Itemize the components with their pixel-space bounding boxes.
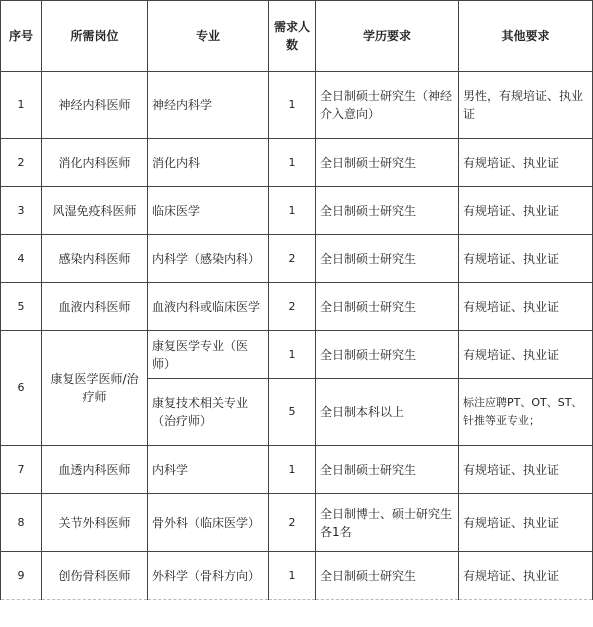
cell-other: 有规培证、执业证 bbox=[459, 446, 593, 494]
header-serial: 序号 bbox=[1, 1, 42, 72]
cell-post: 风湿免疫科医师 bbox=[42, 187, 148, 235]
table-row bbox=[1, 494, 593, 552]
cell-other: 有规培证、执业证 bbox=[459, 139, 593, 187]
cell-major: 康复技术相关专业（治疗师） bbox=[148, 379, 269, 446]
cell-post: 神经内科医师 bbox=[42, 72, 148, 139]
cell-post: 关节外科医师 bbox=[42, 494, 148, 552]
table-header-row bbox=[1, 1, 593, 72]
cell-education: 全日制本科以上 bbox=[316, 379, 459, 446]
cell-education: 全日制硕士研究生 bbox=[316, 139, 459, 187]
table-row bbox=[1, 187, 593, 235]
header-other: 其他要求 bbox=[459, 1, 593, 72]
cell-count: 2 bbox=[269, 283, 316, 331]
table-row bbox=[1, 552, 593, 600]
header-post: 所需岗位 bbox=[42, 1, 148, 72]
cell-serial: 2 bbox=[1, 139, 42, 187]
cell-major: 内科学（感染内科） bbox=[148, 235, 269, 283]
cell-education: 全日制硕士研究生 bbox=[316, 235, 459, 283]
cell-education: 全日制博士、硕士研究生各1名 bbox=[316, 494, 459, 552]
cell-post: 创伤骨科医师 bbox=[42, 552, 148, 600]
cell-other: 有规培证、执业证 bbox=[459, 235, 593, 283]
cell-count: 1 bbox=[269, 331, 316, 379]
cell-education: 全日制硕士研究生（神经介入意向） bbox=[316, 72, 459, 139]
table-row bbox=[1, 235, 593, 283]
cell-post: 消化内科医师 bbox=[42, 139, 148, 187]
cell-other: 有规培证、执业证 bbox=[459, 331, 593, 379]
cell-serial: 9 bbox=[1, 552, 42, 600]
cell-serial: 5 bbox=[1, 283, 42, 331]
cell-education: 全日制硕士研究生 bbox=[316, 187, 459, 235]
cell-major: 消化内科 bbox=[148, 139, 269, 187]
cell-other: 有规培证、执业证 bbox=[459, 494, 593, 552]
cell-other: 男性，有规培证、执业证 bbox=[459, 72, 593, 139]
cell-major: 神经内科学 bbox=[148, 72, 269, 139]
cell-major: 骨外科（临床医学） bbox=[148, 494, 269, 552]
header-major: 专业 bbox=[148, 1, 269, 72]
cell-education: 全日制硕士研究生 bbox=[316, 446, 459, 494]
header-count: 需求人数 bbox=[269, 1, 316, 72]
cell-count: 1 bbox=[269, 552, 316, 600]
cell-education: 全日制硕士研究生 bbox=[316, 552, 459, 600]
cell-other: 有规培证、执业证 bbox=[459, 283, 593, 331]
cell-education: 全日制硕士研究生 bbox=[316, 331, 459, 379]
cell-count: 1 bbox=[269, 446, 316, 494]
cell-other: 标注应聘PT、OT、ST、针推等亚专业； bbox=[459, 379, 593, 446]
cell-count: 1 bbox=[269, 139, 316, 187]
cell-count: 5 bbox=[269, 379, 316, 446]
table-row bbox=[1, 72, 593, 139]
table-row bbox=[1, 446, 593, 494]
cell-other: 有规培证、执业证 bbox=[459, 187, 593, 235]
cell-count: 2 bbox=[269, 235, 316, 283]
cell-major: 康复医学专业（医师） bbox=[148, 331, 269, 379]
cell-education: 全日制硕士研究生 bbox=[316, 283, 459, 331]
cell-major: 内科学 bbox=[148, 446, 269, 494]
cell-count: 1 bbox=[269, 187, 316, 235]
cell-major: 外科学（骨科方向） bbox=[148, 552, 269, 600]
table-row bbox=[1, 139, 593, 187]
cell-count: 2 bbox=[269, 494, 316, 552]
cell-post: 血液内科医师 bbox=[42, 283, 148, 331]
cell-serial: 4 bbox=[1, 235, 42, 283]
cell-post: 康复医学医师/治疗师 bbox=[42, 331, 148, 446]
cell-count: 1 bbox=[269, 72, 316, 139]
cell-serial: 8 bbox=[1, 494, 42, 552]
cell-serial: 3 bbox=[1, 187, 42, 235]
cell-serial: 1 bbox=[1, 72, 42, 139]
cell-major: 血液内科或临床医学 bbox=[148, 283, 269, 331]
table-row bbox=[1, 283, 593, 331]
table-row bbox=[1, 331, 593, 379]
cell-serial: 6 bbox=[1, 331, 42, 446]
cell-post: 感染内科医师 bbox=[42, 235, 148, 283]
cell-post: 血透内科医师 bbox=[42, 446, 148, 494]
cell-other: 有规培证、执业证 bbox=[459, 552, 593, 600]
cell-major: 临床医学 bbox=[148, 187, 269, 235]
cell-serial: 7 bbox=[1, 446, 42, 494]
header-education: 学历要求 bbox=[316, 1, 459, 72]
